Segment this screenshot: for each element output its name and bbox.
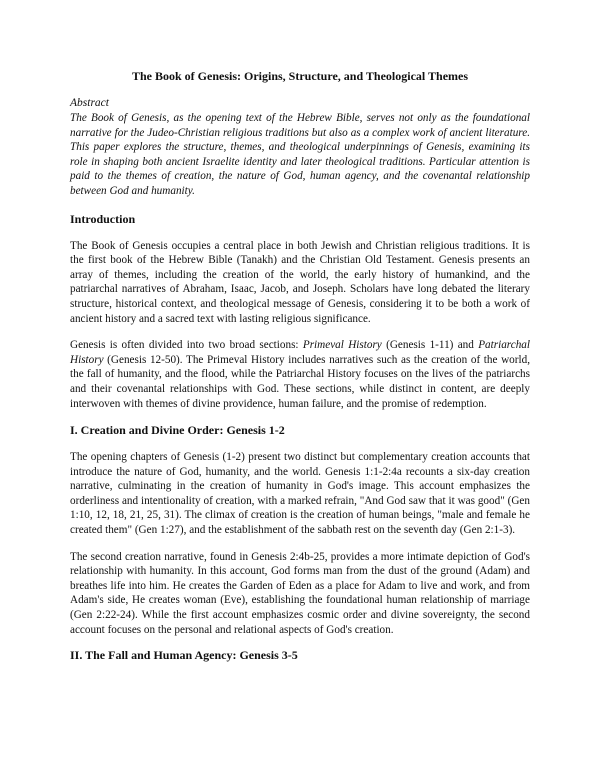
intro-p2-end: (Genesis 12-50). The Primeval History includes narratives such as the creation of the world, the fall of humanity, and the flood, while the Patriarchal History focuses on the lives of the patriarchs and their covenantal relationships with God. These sections, while distinct in content, are deeply interwoven with themes of divine providence, human failure, and the promise of redemption.: [70, 353, 530, 410]
intro-p2-start: Genesis is often divided into two broad sections:: [70, 339, 303, 352]
introduction-paragraph-2: [70, 338, 530, 411]
primeval-history-term: Primeval History: [302, 339, 382, 352]
section-1-paragraph-1: The opening chapters of Genesis (1-2) present two distinct but complementary creation accounts that introduce the nature of God, humanity, and the world. Genesis 1:1-2:4a recounts a six-day creation narrative, culminating in the creation of humanity in God's image. This account emphasizes the orderliness and intentionality of creation, with a marked refrain, "And God saw that it was good" (Gen 1:10, 12, 18, 21, 25, 31). The climax of creation is the creation of human beings, "male and female he created them" (Gen 1:27), and the establishment of the sabbath rest on the seventh day (Gen 2:1-3).: [70, 451, 530, 537]
section-1-paragraph-2: The second creation narrative, found in Genesis 2:4b-25, provides a more intimate depiction of God's relationship with humanity. In this account, God forms man from the dust of the ground (Adam) and breathes life into him. He creates the Garden of Eden as a place for Adam to live and work, and from Adam's side, He creates woman (Eve), establishing the foundational human relationship of marriage (Gen 2:22-24). While the first account emphasizes cosmic order and divine sovereignty, the second account focuses on the personal and relational aspects of God's creation.: [70, 550, 530, 636]
paper-title: The Book of Genesis: Origins, Structure, and Theological Themes: [131, 69, 469, 83]
section-1-heading: I. Creation and Divine Order: Genesis 1-2: [70, 423, 285, 438]
introduction-heading: Introduction: [70, 211, 136, 226]
abstract-heading: Abstract: [70, 97, 109, 109]
abstract-text: The Book of Genesis, as the opening text of the Hebrew Bible, serves not only as the foundational narrative for the Judeo-Christian religious traditions but also as a complex work of ancient literature. This paper explores the structure, themes, and theological underpinnings of Genesis, examining its role in shaping both ancient Israelite identity and later theological traditions. Particular attention is paid to the themes of creation, the nature of God, human agency, and the covenantal relationship between God and humanity.: [70, 112, 530, 197]
patriarchal-history-term: Patriarchal History: [70, 339, 530, 366]
intro-p2-mid: (Genesis 1-11) and: [381, 339, 479, 352]
introduction-paragraph-1: The Book of Genesis occupies a central place in both Jewish and Christian religious traditions. It is the first book of the Hebrew Bible (Tanakh) and the Christian Old Testament. Genesis presents an array of themes, including the creation of the world, the early history of humankind, and the patriarchal narratives of Abraham, Isaac, Jacob, and Joseph. Scholars have long debated the literary structure, historical context, and theological message of Genesis, considering it to be both a work of ancient history and a sacred text with lasting religious significance.: [70, 239, 530, 325]
section-2-heading: II. The Fall and Human Agency: Genesis 3-5: [70, 648, 298, 663]
